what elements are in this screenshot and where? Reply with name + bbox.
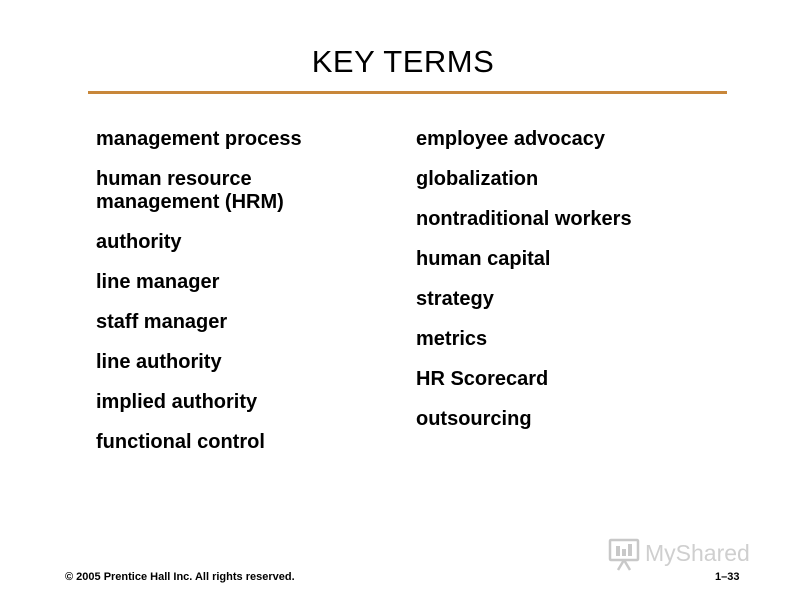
key-term: functional control — [96, 431, 265, 453]
key-term: human resource management (HRM) — [96, 168, 284, 213]
key-term: globalization — [416, 168, 539, 190]
presentation-board-icon — [610, 540, 638, 570]
key-term: strategy — [416, 288, 494, 310]
key-term: metrics — [416, 328, 488, 350]
key-term: human capital — [416, 248, 551, 270]
key-term: HR Scorecard — [416, 368, 549, 390]
key-term: nontraditional workers — [416, 208, 632, 230]
key-term: outsourcing — [416, 408, 532, 430]
key-terms-left-column — [96, 128, 366, 471]
myshared-watermark-logo — [607, 534, 767, 574]
key-term: staff manager — [96, 311, 228, 333]
title-divider — [88, 91, 727, 94]
key-term: management process — [96, 128, 302, 150]
key-term: line authority — [96, 351, 222, 373]
key-term: line manager — [96, 271, 220, 293]
key-terms-right-column — [416, 128, 726, 448]
key-term: employee advocacy — [416, 128, 605, 150]
key-term: authority — [96, 231, 182, 253]
slide-number: 1–33 — [715, 571, 740, 583]
copyright-notice: © 2005 Prentice Hall Inc. All rights reserved. — [65, 571, 295, 583]
slide-title: KEY TERMS — [311, 44, 495, 79]
key-term: implied authority — [96, 391, 258, 413]
logo-text: MyShared — [645, 540, 750, 566]
